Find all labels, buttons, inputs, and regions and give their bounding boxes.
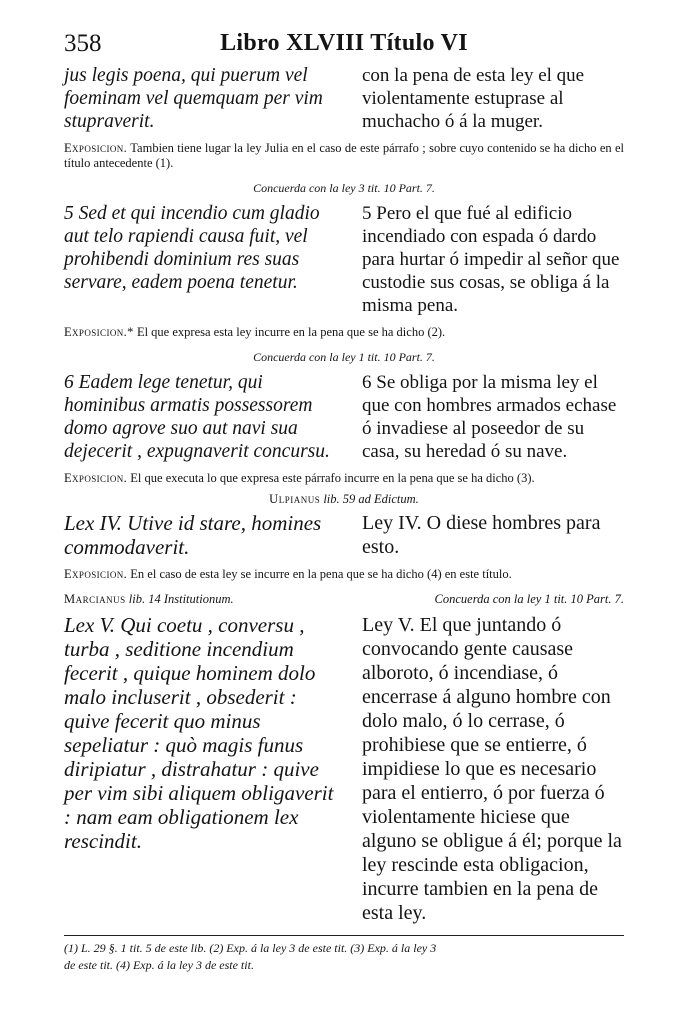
latin-text: jus legis poena, qui puerum vel foeminam vel quemquam per vim stupraverit. — [64, 65, 323, 132]
exposicion-text: El que executa lo que expresa este párrafo incurre en la pena que se ha dicho (3). — [130, 471, 535, 485]
concordance-line: Concuerda con la ley 1 tit. 10 Part. 7. — [434, 592, 624, 606]
exposicion-text: El que expresa esta ley incurre en la pena que se ha dicho (2). — [136, 325, 446, 339]
source-citation — [64, 592, 234, 607]
parallel-text-block — [64, 371, 624, 463]
source-reference: lib. 14 Institutionum. — [128, 592, 234, 606]
footnote-line: de este tit. (4) Exp. á la ley 3 de este tit. — [64, 958, 254, 972]
source-citation — [64, 492, 624, 507]
parallel-text-block — [64, 64, 624, 133]
exposicion-label: Exposicion.* — [64, 325, 134, 339]
exposicion-text: En el caso de esta ley se incurre en la pena que se ha dicho (4) en este título. — [130, 567, 512, 581]
source-reference: lib. 59 ad Edictum. — [323, 492, 419, 506]
exposicion-label: Exposicion. — [64, 471, 128, 485]
footnote-rule — [64, 935, 624, 936]
source-author: Marcianus — [64, 592, 126, 606]
spanish-text: Ley V. El que juntando ó convocando gente causase alboroto, ó incendiase, ó encerrase á alguno hombre con dolo malo, ó lo cerrase, ó prohibiese que se entierre, ó impidiese lo que es necesario para el entierro, ó por fuerza ó violentamente hiciese que alguno se obligue á él; porque la ley rescinde esta obligacion, incurre tambien en la pena de esta ley. — [362, 614, 622, 924]
concordance-line: Concuerda con la ley 1 tit. 10 Part. 7. — [253, 350, 435, 364]
concordance-line: Concuerda con la ley 3 tit. 10 Part. 7. — [253, 181, 435, 195]
book-page — [64, 28, 624, 974]
exposicion-text: Tambien tiene lugar la ley Julia en el caso de este párrafo ; sobre cuyo contenido se ha dicho en el título antecedente (1). — [64, 141, 624, 170]
page-number: 358 — [64, 30, 102, 57]
spanish-text: con la pena de esta ley el que violentamente estuprase al muchacho ó á la muger. — [362, 65, 585, 132]
exposicion-note — [64, 325, 624, 340]
spanish-text: 5 Pero el que fué al edificio incendiado con espada ó dardo para hurtar ó impedir al señor que custodie sus cosas, se obliga á la misma pena. — [362, 203, 620, 316]
parallel-text-block — [64, 202, 624, 317]
latin-text: Lex IV. Utive id stare, homines commodaverit. — [64, 511, 322, 559]
exposicion-label: Exposicion. — [64, 567, 128, 581]
exposicion-note — [64, 141, 624, 171]
parallel-text-block — [64, 613, 624, 925]
latin-text: 6 Eadem lege tenetur, qui hominibus armatis possessorem domo agrove suo aut navi sua dejecerit , expugnaverit concursu. — [64, 372, 330, 462]
exposicion-note — [64, 567, 624, 582]
citation-row — [64, 592, 624, 607]
page-header — [64, 28, 624, 62]
exposicion-note — [64, 471, 624, 486]
latin-text: 5 Sed et qui incendio cum gladio aut telo rapiendi causa fuit, vel prohibendi dominium res suas servare, eadem poena tenetur. — [64, 203, 320, 293]
running-title: Libro XLVIII Título VI — [220, 30, 468, 56]
latin-text: Lex V. Qui coetu , conversu , turba , seditione incendium fecerit , quique hominem dolo malo incluserit , obsederit : quive fecerit quo minus sepeliatur : quò magis funus diripiatur , distrahatur : quive per vim sibi aliquem obligaverit : nam eam obligationem lex rescindit. — [64, 613, 334, 853]
footnotes — [64, 940, 624, 974]
spanish-text: Ley IV. O diese hombres para esto. — [362, 512, 601, 558]
exposicion-label: Exposicion. — [64, 141, 128, 155]
parallel-text-block — [64, 511, 624, 559]
source-author: Ulpianus — [269, 492, 321, 506]
spanish-text: 6 Se obliga por la misma ley el que con hombres armados echase ó invadiese al poseedor de su casa, su heredad ó su nave. — [362, 372, 617, 462]
footnote-line: (1) L. 29 §. 1 tit. 5 de este lib. (2) Exp. á la ley 3 de este tit. (3) Exp. á la ley 3 — [64, 941, 437, 955]
